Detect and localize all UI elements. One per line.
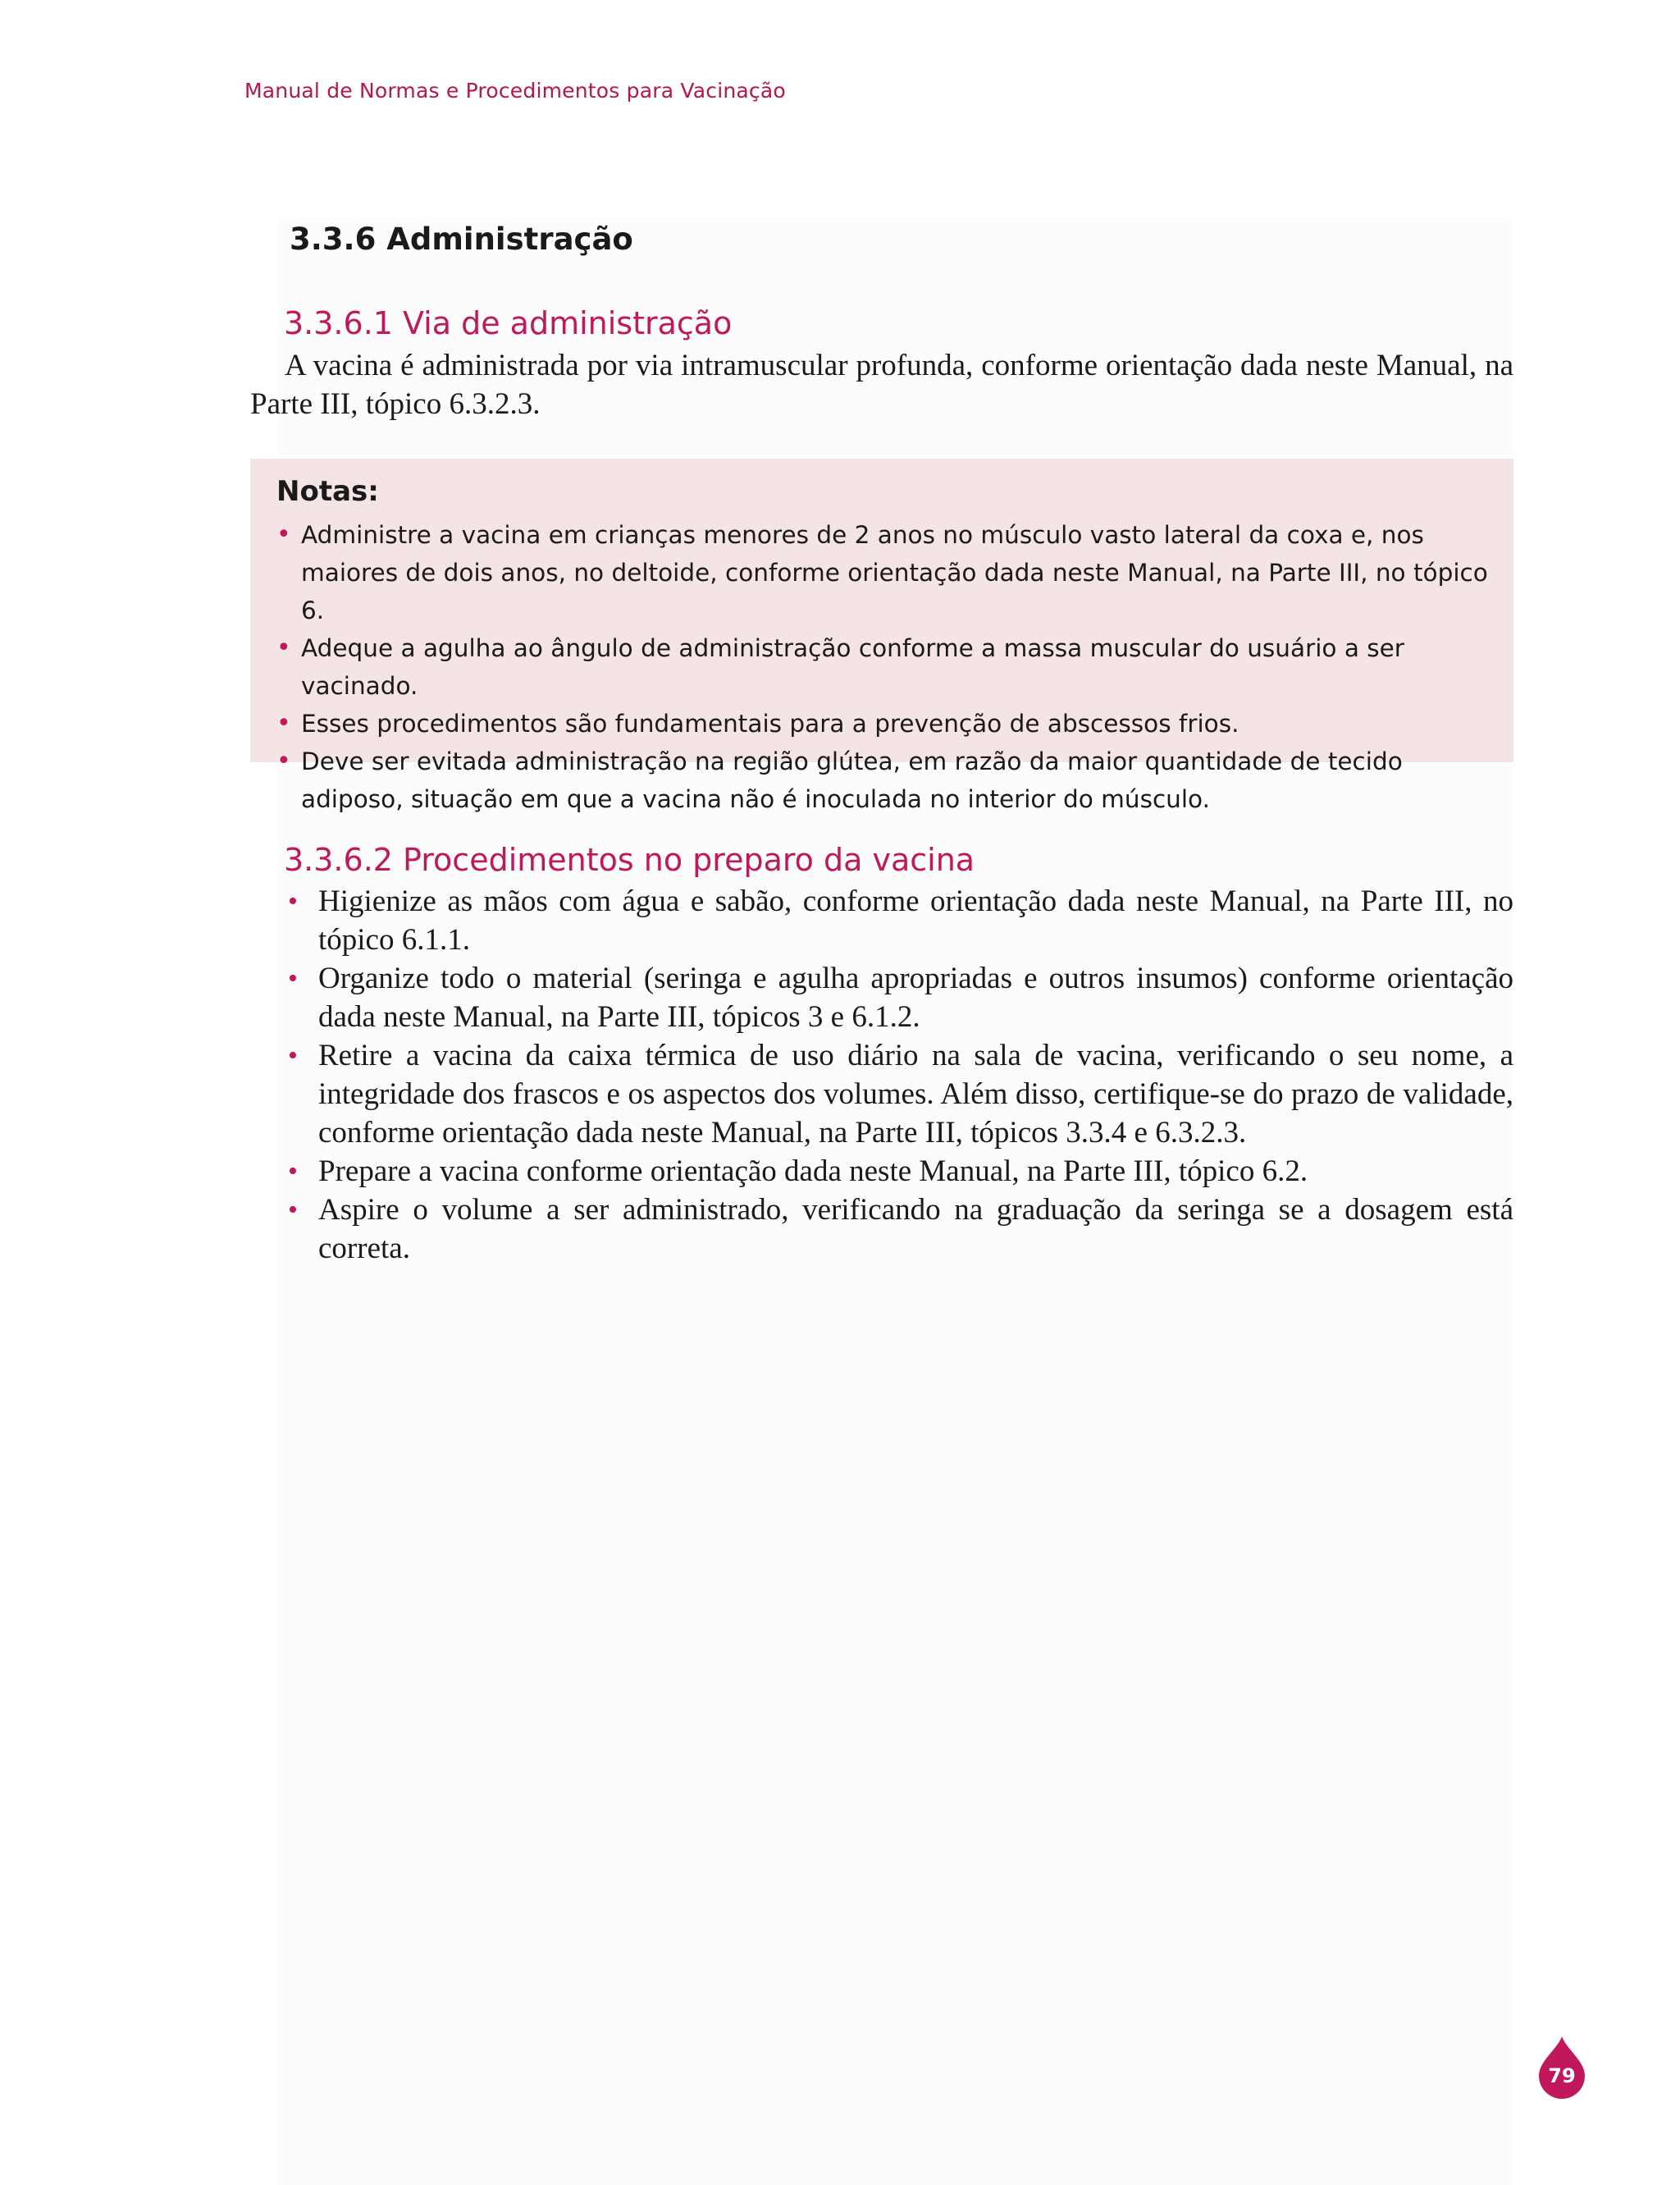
subsection-heading-via: 3.3.6.1 Via de administração (284, 305, 733, 341)
note-text: Adeque a agulha ao ângulo de administração conforme a massa muscular do usuário a ser vacinado. (301, 634, 1404, 700)
notes-title: Notas: (276, 475, 379, 508)
page-number: 79 (1548, 2064, 1576, 2087)
note-item (276, 705, 1489, 743)
procedure-text: Higienize as mãos com água e sabão, conforme orientação dada neste Manual, na Parte III, no tópico 6.1.1. (318, 885, 1513, 957)
bullet-icon: • (276, 709, 291, 738)
bullet-icon: • (288, 963, 298, 994)
procedure-item (284, 882, 1513, 959)
page-badge (1539, 2036, 1585, 2099)
bullet-icon: • (288, 886, 298, 917)
procedure-item (284, 1036, 1513, 1152)
note-item (276, 629, 1489, 705)
procedure-text: Prepare a vacina conforme orientação dada neste Manual, na Parte III, tópico 6.2. (318, 1154, 1308, 1188)
bullet-icon: • (288, 1195, 298, 1225)
note-text: Deve ser evitada administração na região glútea, em razão da maior quantidade de tecido adiposo, situação em que a vacina não é inoculada no interior do músculo. (301, 747, 1403, 813)
bullet-icon: • (288, 1040, 298, 1071)
bullet-icon: • (288, 1156, 298, 1186)
note-item (276, 743, 1489, 818)
procedure-item (284, 1191, 1513, 1268)
subsection-heading-procedimentos: 3.3.6.2 Procedimentos no preparo da vacina (284, 842, 975, 878)
notes-box (250, 459, 1513, 813)
section-heading: 3.3.6 Administração (290, 222, 633, 257)
running-header: Manual de Normas e Procedimentos para Vacinação (244, 79, 786, 103)
note-item (276, 516, 1489, 629)
procedure-text: Organize todo o material (seringa e agulha apropriadas e outros insumos) conforme orientação dada neste Manual, na Parte III, tópicos 3 e 6.1.2. (318, 962, 1513, 1034)
note-text: Administre a vacina em crianças menores de 2 anos no músculo vasto lateral da coxa e, nos maiores de dois anos, no deltoide, conforme orientação dada neste Manual, na Parte III, no tópico 6. (301, 521, 1488, 624)
procedure-item (284, 959, 1513, 1036)
bullet-icon: • (276, 633, 291, 662)
bullet-icon: • (276, 520, 291, 549)
bullet-icon: • (276, 747, 291, 775)
procedure-item (284, 1152, 1513, 1191)
note-text: Esses procedimentos são fundamentais para a prevenção de abscessos frios. (301, 710, 1239, 738)
procedure-text: Retire a vacina da caixa térmica de uso diário na sala de vacina, verificando o seu nome, a integridade dos frascos e os aspectos dos volumes. Além disso, certifique-se do prazo de validade, conforme orientação dada neste Manual, na Parte III, tópicos 3.3.4 e 6.3.2.3. (318, 1039, 1513, 1150)
procedures-list (284, 882, 1513, 1268)
procedure-text: Aspire o volume a ser administrado, verificando na graduação da seringa se a dosagem está correta. (318, 1193, 1513, 1265)
notes-list (276, 516, 1489, 818)
paragraph-via-administracao: A vacina é administrada por via intramuscular profunda, conforme orientação dada neste Manual, na Parte III, tópico 6.3.2.3. (250, 349, 1513, 421)
